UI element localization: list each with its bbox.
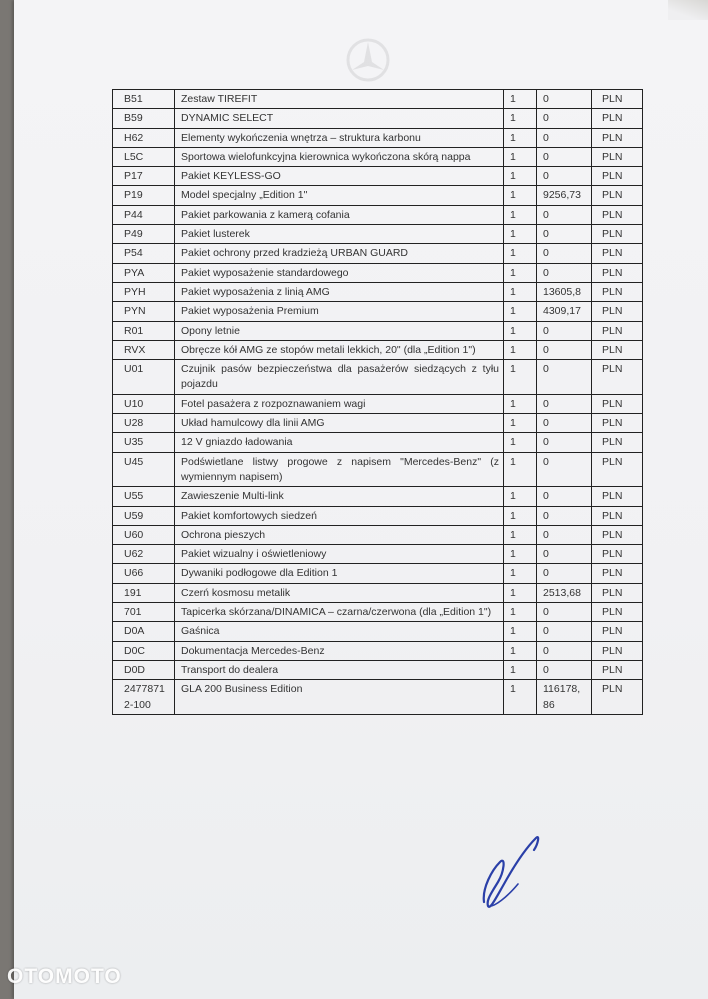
option-currency: PLN (592, 622, 643, 641)
option-price: 0 (537, 109, 592, 128)
option-description: Ochrona pieszych (175, 525, 504, 544)
option-description: Układ hamulcowy dla linii AMG (175, 414, 504, 433)
option-code: 2477871 2-100 (113, 680, 175, 715)
option-currency: PLN (592, 90, 643, 109)
table-row (113, 128, 643, 147)
option-currency: PLN (592, 660, 643, 679)
option-price: 0 (537, 660, 592, 679)
option-currency: PLN (592, 186, 643, 205)
table-row (113, 487, 643, 506)
option-description: Obręcze kół AMG ze stopów metali lekkich, 20" (dla „Edition 1") (175, 340, 504, 359)
option-quantity: 1 (504, 660, 537, 679)
option-description: Pakiet wizualny i oświetleniowy (175, 545, 504, 564)
option-quantity: 1 (504, 394, 537, 413)
option-quantity: 1 (504, 109, 537, 128)
option-code: D0D (113, 660, 175, 679)
table-row (113, 109, 643, 128)
option-currency: PLN (592, 167, 643, 186)
option-price: 0 (537, 394, 592, 413)
option-code: PYH (113, 282, 175, 301)
option-price: 0 (537, 641, 592, 660)
option-code: D0C (113, 641, 175, 660)
option-price: 0 (537, 545, 592, 564)
option-code: R01 (113, 321, 175, 340)
table-row (113, 282, 643, 301)
option-quantity: 1 (504, 128, 537, 147)
table-row (113, 641, 643, 660)
option-quantity: 1 (504, 525, 537, 544)
option-currency: PLN (592, 244, 643, 263)
option-currency: PLN (592, 545, 643, 564)
option-code: U62 (113, 545, 175, 564)
option-price: 0 (537, 90, 592, 109)
document-page (14, 0, 708, 999)
option-price: 0 (537, 452, 592, 487)
table-row (113, 660, 643, 679)
option-code: U28 (113, 414, 175, 433)
table-row (113, 186, 643, 205)
option-description: GLA 200 Business Edition (175, 680, 504, 715)
signature (474, 828, 554, 913)
option-price: 0 (537, 225, 592, 244)
option-quantity: 1 (504, 487, 537, 506)
option-currency: PLN (592, 128, 643, 147)
option-code: B59 (113, 109, 175, 128)
option-code: U10 (113, 394, 175, 413)
option-quantity: 1 (504, 603, 537, 622)
option-description: DYNAMIC SELECT (175, 109, 504, 128)
option-currency: PLN (592, 641, 643, 660)
option-price: 4309,17 (537, 302, 592, 321)
option-description: Czerń kosmosu metalik (175, 583, 504, 602)
option-price: 0 (537, 433, 592, 452)
table-row (113, 603, 643, 622)
option-price: 0 (537, 263, 592, 282)
page-fold-corner (668, 0, 708, 20)
table-row (113, 302, 643, 321)
option-quantity: 1 (504, 186, 537, 205)
option-description: Dywaniki podłogowe dla Edition 1 (175, 564, 504, 583)
table-row (113, 525, 643, 544)
option-description: Fotel pasażera z rozpoznawaniem wagi (175, 394, 504, 413)
option-currency: PLN (592, 487, 643, 506)
table-row (113, 205, 643, 224)
option-code: U01 (113, 360, 175, 395)
option-quantity: 1 (504, 622, 537, 641)
watermark-logo: OTOMOTO (7, 965, 122, 988)
option-code: P44 (113, 205, 175, 224)
option-code: U59 (113, 506, 175, 525)
option-currency: PLN (592, 525, 643, 544)
option-price: 0 (537, 147, 592, 166)
table-row (113, 622, 643, 641)
option-description: Pakiet KEYLESS-GO (175, 167, 504, 186)
option-price: 0 (537, 340, 592, 359)
option-quantity: 1 (504, 205, 537, 224)
option-quantity: 1 (504, 641, 537, 660)
option-currency: PLN (592, 109, 643, 128)
table-row (113, 167, 643, 186)
option-price: 0 (537, 128, 592, 147)
option-code: PYN (113, 302, 175, 321)
option-quantity: 1 (504, 225, 537, 244)
option-price: 0 (537, 603, 592, 622)
option-quantity: 1 (504, 506, 537, 525)
option-code: H62 (113, 128, 175, 147)
table-row (113, 263, 643, 282)
option-description: Zestaw TIREFIT (175, 90, 504, 109)
option-price: 2513,68 (537, 583, 592, 602)
option-quantity: 1 (504, 360, 537, 395)
option-quantity: 1 (504, 564, 537, 583)
option-description: Gaśnica (175, 622, 504, 641)
table-row (113, 506, 643, 525)
option-quantity: 1 (504, 147, 537, 166)
option-currency: PLN (592, 680, 643, 715)
option-description: Pakiet ochrony przed kradzieżą URBAN GUARD (175, 244, 504, 263)
option-code: 191 (113, 583, 175, 602)
table-row (113, 564, 643, 583)
option-description: Dokumentacja Mercedes-Benz (175, 641, 504, 660)
option-description: Pakiet komfortowych siedzeń (175, 506, 504, 525)
option-quantity: 1 (504, 583, 537, 602)
option-description: Tapicerka skórzana/DINAMICA – czarna/czerwona (dla „Edition 1") (175, 603, 504, 622)
table-row (113, 360, 643, 395)
option-description: Opony letnie (175, 321, 504, 340)
table-row (113, 583, 643, 602)
option-description: Pakiet lusterek (175, 225, 504, 244)
option-description: 12 V gniazdo ładowania (175, 433, 504, 452)
option-price: 0 (537, 321, 592, 340)
option-quantity: 1 (504, 545, 537, 564)
option-currency: PLN (592, 360, 643, 395)
option-currency: PLN (592, 263, 643, 282)
option-price: 0 (537, 564, 592, 583)
option-currency: PLN (592, 394, 643, 413)
option-quantity: 1 (504, 263, 537, 282)
option-code: P19 (113, 186, 175, 205)
option-price: 0 (537, 487, 592, 506)
option-code: P49 (113, 225, 175, 244)
table-row (113, 680, 643, 715)
table-row (113, 545, 643, 564)
option-code: RVX (113, 340, 175, 359)
option-price: 0 (537, 622, 592, 641)
table-row (113, 452, 643, 487)
option-code: L5C (113, 147, 175, 166)
option-description: Podświetlane listwy progowe z napisem "Mercedes-Benz" (z wymiennym napisem) (175, 452, 504, 487)
table-row (113, 90, 643, 109)
option-description: Pakiet parkowania z kamerą cofania (175, 205, 504, 224)
faded-logo-icon (344, 36, 404, 84)
option-currency: PLN (592, 321, 643, 340)
option-code: U66 (113, 564, 175, 583)
option-currency: PLN (592, 433, 643, 452)
option-currency: PLN (592, 282, 643, 301)
options-table (112, 89, 643, 715)
option-currency: PLN (592, 414, 643, 433)
option-code: D0A (113, 622, 175, 641)
option-currency: PLN (592, 340, 643, 359)
option-code: 701 (113, 603, 175, 622)
option-price: 0 (537, 506, 592, 525)
option-price: 0 (537, 167, 592, 186)
table-row (113, 433, 643, 452)
table-row (113, 147, 643, 166)
option-price: 9256,73 (537, 186, 592, 205)
option-currency: PLN (592, 302, 643, 321)
option-currency: PLN (592, 506, 643, 525)
option-quantity: 1 (504, 414, 537, 433)
option-quantity: 1 (504, 302, 537, 321)
option-quantity: 1 (504, 167, 537, 186)
option-description: Pakiet wyposażenie standardowego (175, 263, 504, 282)
option-code: U35 (113, 433, 175, 452)
option-quantity: 1 (504, 90, 537, 109)
option-quantity: 1 (504, 282, 537, 301)
option-price: 13605,8 (537, 282, 592, 301)
option-code: P54 (113, 244, 175, 263)
option-code: U45 (113, 452, 175, 487)
table-row (113, 414, 643, 433)
option-price: 0 (537, 360, 592, 395)
option-price: 0 (537, 244, 592, 263)
option-currency: PLN (592, 225, 643, 244)
option-price: 0 (537, 414, 592, 433)
option-currency: PLN (592, 583, 643, 602)
option-price: 116178, 86 (537, 680, 592, 715)
option-code: P17 (113, 167, 175, 186)
option-description: Pakiet wyposażenia z linią AMG (175, 282, 504, 301)
option-code: U60 (113, 525, 175, 544)
option-code: U55 (113, 487, 175, 506)
option-currency: PLN (592, 564, 643, 583)
table-row (113, 244, 643, 263)
option-quantity: 1 (504, 433, 537, 452)
option-description: Pakiet wyposażenia Premium (175, 302, 504, 321)
option-description: Model specjalny „Edition 1" (175, 186, 504, 205)
table-row (113, 340, 643, 359)
option-price: 0 (537, 525, 592, 544)
table-row (113, 394, 643, 413)
option-description: Transport do dealera (175, 660, 504, 679)
option-description: Czujnik pasów bezpieczeństwa dla pasażerów siedzących z tyłu pojazdu (175, 360, 504, 395)
option-description: Zawieszenie Multi-link (175, 487, 504, 506)
option-quantity: 1 (504, 340, 537, 359)
option-quantity: 1 (504, 680, 537, 715)
option-currency: PLN (592, 147, 643, 166)
option-quantity: 1 (504, 452, 537, 487)
option-quantity: 1 (504, 321, 537, 340)
option-quantity: 1 (504, 244, 537, 263)
option-price: 0 (537, 205, 592, 224)
table-row (113, 321, 643, 340)
option-currency: PLN (592, 603, 643, 622)
option-code: B51 (113, 90, 175, 109)
option-description: Elementy wykończenia wnętrza – struktura karbonu (175, 128, 504, 147)
option-currency: PLN (592, 452, 643, 487)
option-currency: PLN (592, 205, 643, 224)
option-code: PYA (113, 263, 175, 282)
table-row (113, 225, 643, 244)
option-description: Sportowa wielofunkcyjna kierownica wykończona skórą nappa (175, 147, 504, 166)
